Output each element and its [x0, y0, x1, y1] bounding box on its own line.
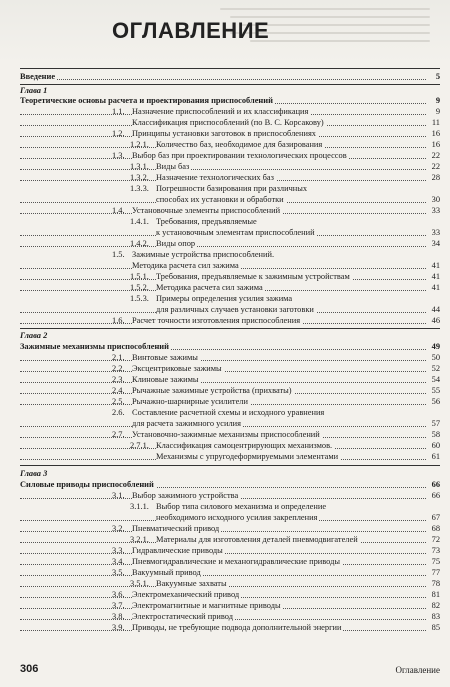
toc-entry-page: 68 — [426, 524, 440, 534]
toc-entry-line-1[interactable] — [20, 441, 440, 451]
toc-entry-page: 5 — [426, 72, 440, 82]
toc-entry-title: Теоретические основы расчета и проектирования приспособлений — [20, 96, 273, 105]
toc-entry-title: Винтовые зажимы — [132, 353, 198, 362]
toc-entry[interactable] — [20, 557, 440, 567]
toc-entry-page: 85 — [426, 623, 440, 633]
toc-entry[interactable] — [20, 590, 440, 600]
toc-entry-number: 1.5. — [112, 250, 125, 259]
toc-entry-page: 66 — [426, 480, 440, 490]
dot-leader — [20, 169, 426, 170]
toc-entry-line-1[interactable] — [20, 217, 440, 227]
toc-entry-number: 1.4. — [112, 206, 125, 215]
toc-entry-number: 1.2.1. — [130, 140, 149, 149]
toc-entry-number: 1.4.1. — [130, 217, 149, 226]
toc-entry-line-1[interactable] — [20, 294, 440, 304]
toc-entry-line-1[interactable] — [20, 408, 440, 418]
toc-entry-line-2[interactable] — [20, 305, 440, 315]
toc-entry-title: Материалы для изготовления деталей пневмодвигателей — [156, 535, 358, 544]
toc-entry-page: 78 — [426, 579, 440, 589]
toc-entry-number: 1.5.2. — [130, 283, 149, 292]
toc-entry-number: 1.5.3. — [130, 294, 149, 303]
toc-entry-number: 3.8. — [112, 612, 125, 621]
toc-entry-title: Пневматический привод — [132, 524, 220, 533]
dot-leader — [20, 246, 426, 247]
toc-entry-title: Выбор типа силового механизма и определение — [156, 502, 327, 511]
toc-entry-title: Классификация самоцентрирующих механизмов. — [156, 441, 333, 450]
toc-entry-title: Силовые приводы приспособлений — [20, 480, 154, 489]
dot-leader — [20, 575, 426, 576]
toc-entry-number: 3.9. — [112, 623, 125, 632]
divider — [20, 68, 440, 69]
toc-entry-number: 1.3.1. — [130, 162, 149, 171]
divider — [20, 84, 440, 85]
toc-entry-line-2[interactable] — [20, 261, 440, 271]
toc-entry-title: Виды баз — [156, 162, 190, 171]
toc-entry-number: 2.1. — [112, 353, 125, 362]
dot-leader — [20, 382, 426, 383]
toc-entry-title: необходимого исходного усилия закрепления — [156, 513, 318, 522]
toc-entry[interactable] — [20, 601, 440, 611]
toc-entry-title: Установочно-зажимные механизмы приспособлений — [132, 430, 320, 439]
toc-entry-title: Требования, предъявляемые к зажимным устройствам — [156, 272, 350, 281]
toc-entry-title: Зажимные механизмы приспособлений — [20, 342, 169, 351]
toc-entry-title: Рычажно-шарнирные усилители — [132, 397, 248, 406]
toc-entry-title: Гидравлические приводы — [132, 546, 223, 555]
chapter-label: Глава 1 — [20, 86, 48, 95]
toc-entry-page: 33 — [426, 228, 440, 238]
toc-entry-page: 72 — [426, 535, 440, 545]
toc-entry[interactable] — [20, 568, 440, 578]
toc-entry-page: 9 — [426, 96, 440, 106]
toc-entry-number: 3.2. — [112, 524, 125, 533]
toc-entry-title: Клиновые зажимы — [132, 375, 199, 384]
toc-entry-page: 50 — [426, 353, 440, 363]
toc-entry-page: 41 — [426, 272, 440, 282]
toc-entry[interactable] — [20, 397, 440, 407]
toc-entry-title: Рычажные зажимные устройства (прихваты) — [132, 386, 292, 395]
toc-entry[interactable] — [20, 375, 440, 385]
toc-entry-page: 11 — [426, 118, 440, 128]
toc-entry[interactable] — [20, 364, 440, 374]
toc-entry-title: Установочные элементы приспособлений — [132, 206, 281, 215]
toc-entry-title: способах их установки и обработки — [156, 195, 284, 204]
dot-leader — [20, 531, 426, 532]
toc-entry-title: Выбор зажимного устройства — [132, 491, 239, 500]
toc-entry-number: 3.1.1. — [130, 502, 149, 511]
toc-entry-number: 1.6. — [112, 316, 125, 325]
page-footer — [20, 663, 440, 677]
toc-chapter-heading[interactable] — [20, 96, 440, 106]
toc-entry-page: 44 — [426, 305, 440, 315]
toc-entry[interactable] — [20, 107, 440, 117]
toc-entry[interactable] — [20, 386, 440, 396]
toc-entry-number: 1.2. — [112, 129, 125, 138]
toc-entry-page: 82 — [426, 601, 440, 611]
toc-entry-title: Требования, предъявляемые — [156, 217, 257, 226]
toc-entry-number: 1.1. — [112, 107, 125, 116]
toc-entry-title: Вакуумные захваты — [156, 579, 227, 588]
toc-entry[interactable] — [20, 430, 440, 440]
toc-entry-page: 28 — [426, 173, 440, 183]
toc-entry-number: 2.2. — [112, 364, 125, 373]
toc-entry-title: Принципы установки заготовок в приспособлениях — [132, 129, 316, 138]
toc-entry[interactable] — [20, 353, 440, 363]
toc-entry[interactable] — [20, 535, 440, 545]
toc-entry-title: Методика расчета сил зажима — [132, 261, 239, 270]
toc-entry-page: 30 — [426, 195, 440, 205]
toc-entry-page: 61 — [426, 452, 440, 462]
toc-entry-page: 56 — [426, 397, 440, 407]
toc-entry-title: Погрешности базирования при различных — [156, 184, 308, 193]
toc-entry[interactable] — [20, 623, 440, 633]
toc-entry-page: 67 — [426, 513, 440, 523]
toc-entry-title: Классификация приспособлений (по В. С. Корсакову) — [132, 118, 324, 127]
toc-entry-page: 46 — [426, 316, 440, 326]
toc-entry-number: 3.6. — [112, 590, 125, 599]
toc-entry-page: 75 — [426, 557, 440, 567]
toc-entry-title: Механизмы с упругодеформируемыми элементами — [156, 452, 339, 461]
toc-entry[interactable] — [20, 162, 440, 172]
toc-entry-page: 58 — [426, 430, 440, 440]
toc-entry-line-2[interactable] — [20, 195, 440, 205]
toc-entry-number: 1.3.2. — [130, 173, 149, 182]
toc-entry-title: Пневмогидравлические и механогидравлические приводы — [132, 557, 340, 566]
toc-entry-page: 41 — [426, 283, 440, 293]
toc-entry-line-2[interactable] — [20, 419, 440, 429]
toc-entry-number: 1.3.3. — [130, 184, 149, 193]
toc-entry-number: 3.2.1. — [130, 535, 149, 544]
toc-entry-page: 16 — [426, 129, 440, 139]
chapter-label: Глава 2 — [20, 331, 48, 340]
dot-leader — [20, 79, 426, 80]
toc-entry-number: 3.5. — [112, 568, 125, 577]
toc-entry-number: 3.3. — [112, 546, 125, 555]
toc-entry-line-2[interactable] — [20, 228, 440, 238]
toc-entry-page: 22 — [426, 151, 440, 161]
toc-entry-title: Приводы, не требующие подвода дополнительной энергии — [132, 623, 342, 632]
toc-entry-title: Назначение приспособлений и их классификация — [132, 107, 309, 116]
toc-entry-title: Виды опор — [156, 239, 196, 248]
page-number: 306 — [20, 663, 39, 675]
toc-entry[interactable] — [20, 151, 440, 161]
toc-entry-number: 1.4.2. — [130, 239, 149, 248]
toc-entry[interactable] — [20, 118, 440, 128]
toc-entry[interactable] — [20, 546, 440, 556]
toc-entry-title: Методика расчета сил зажима — [156, 283, 263, 292]
chapter-label: Глава 3 — [20, 469, 48, 478]
toc-entry-page: 16 — [426, 140, 440, 150]
toc-entry-page: 81 — [426, 590, 440, 600]
toc-entry-line-1[interactable] — [20, 184, 440, 194]
toc-entry[interactable] — [20, 272, 440, 282]
toc-entry-number: 3.4. — [112, 557, 125, 566]
divider — [20, 465, 440, 466]
toc-entry-title: Примеры определения усилия зажима — [156, 294, 293, 303]
toc-entry-title: Назначение технологических баз — [156, 173, 274, 182]
toc-entry-page: 66 — [426, 491, 440, 501]
toc-entry[interactable] — [20, 206, 440, 216]
toc-entry-page: 55 — [426, 386, 440, 396]
page-title: ОГЛАВЛЕНИЕ — [112, 18, 270, 43]
toc-entry-line-1[interactable] — [20, 250, 440, 260]
toc-entry-number: 2.4. — [112, 386, 125, 395]
toc-entry[interactable] — [20, 239, 440, 249]
toc-entry-page: 9 — [426, 107, 440, 117]
divider — [20, 328, 440, 329]
toc-entry-line-2[interactable] — [20, 452, 440, 462]
toc-chapter-heading[interactable] — [20, 480, 440, 490]
toc-entry-title: для расчета зажимного усилия — [132, 419, 242, 428]
toc-entry-title: Электромеханический привод — [132, 590, 240, 599]
toc-entry-title: Электромагнитные и магнитные приводы — [132, 601, 281, 610]
toc-entry-number: 2.3. — [112, 375, 125, 384]
toc-entry-intro[interactable] — [20, 72, 440, 82]
toc-entry-title: Составление расчетной схемы и исходного уравнения — [132, 408, 325, 417]
toc-entry[interactable] — [20, 579, 440, 589]
toc-entry-page: 60 — [426, 441, 440, 451]
toc-entry-title: Введение — [20, 72, 56, 81]
toc-entry[interactable] — [20, 283, 440, 293]
toc-entry[interactable] — [20, 316, 440, 326]
toc-entry-number: 3.7. — [112, 601, 125, 610]
toc-entry-number: 2.7.1. — [130, 441, 149, 450]
toc-entry-title: Выбор баз при проектировании технологических процессов — [132, 151, 347, 160]
toc-entry[interactable] — [20, 612, 440, 622]
toc-entry-page: 73 — [426, 546, 440, 556]
toc-entry-number: 3.1. — [112, 491, 125, 500]
toc-entry[interactable] — [20, 491, 440, 501]
toc-entry[interactable] — [20, 129, 440, 139]
toc-entry-page: 22 — [426, 162, 440, 172]
toc-entry[interactable] — [20, 524, 440, 534]
toc-entry-number: 2.6. — [112, 408, 125, 417]
toc-entry-page: 34 — [426, 239, 440, 249]
toc-entry-title: Вакуумный привод — [132, 568, 201, 577]
toc-entry-title: к установочным элементам приспособлений — [156, 228, 315, 237]
toc-entry-number: 2.5. — [112, 397, 125, 406]
toc-entry-title: Количество баз, необходимое для базирования — [156, 140, 323, 149]
toc-entry-title: Зажимные устройства приспособлений. — [132, 250, 275, 259]
toc-entry-line-1[interactable] — [20, 502, 440, 512]
toc-entry-page: 52 — [426, 364, 440, 374]
toc-entry-number: 3.5.1. — [130, 579, 149, 588]
toc-entry-title: Расчет точности изготовления приспособления — [132, 316, 301, 325]
toc-entry-page: 49 — [426, 342, 440, 352]
toc-entry-title: для различных случаев установки заготовки — [156, 305, 314, 314]
toc-entry-page: 77 — [426, 568, 440, 578]
toc-entry[interactable] — [20, 173, 440, 183]
toc-entry-number: 2.7. — [112, 430, 125, 439]
toc-entry-page: 57 — [426, 419, 440, 429]
running-title: Оглавление — [395, 665, 440, 675]
toc-chapter-heading[interactable] — [20, 342, 440, 352]
dot-leader — [20, 360, 426, 361]
toc-entry-title: Эксцентриковые зажимы — [132, 364, 222, 373]
toc-entry-page: 41 — [426, 261, 440, 271]
toc-entry-line-2[interactable] — [20, 513, 440, 523]
toc-entry-page: 83 — [426, 612, 440, 622]
toc-entry-number: 1.5.1. — [130, 272, 149, 281]
toc-entry-page: 54 — [426, 375, 440, 385]
toc-entry[interactable] — [20, 140, 440, 150]
toc-entry-number: 1.3. — [112, 151, 125, 160]
toc-entry-page: 33 — [426, 206, 440, 216]
toc-entry-title: Электростатический привод — [132, 612, 233, 621]
